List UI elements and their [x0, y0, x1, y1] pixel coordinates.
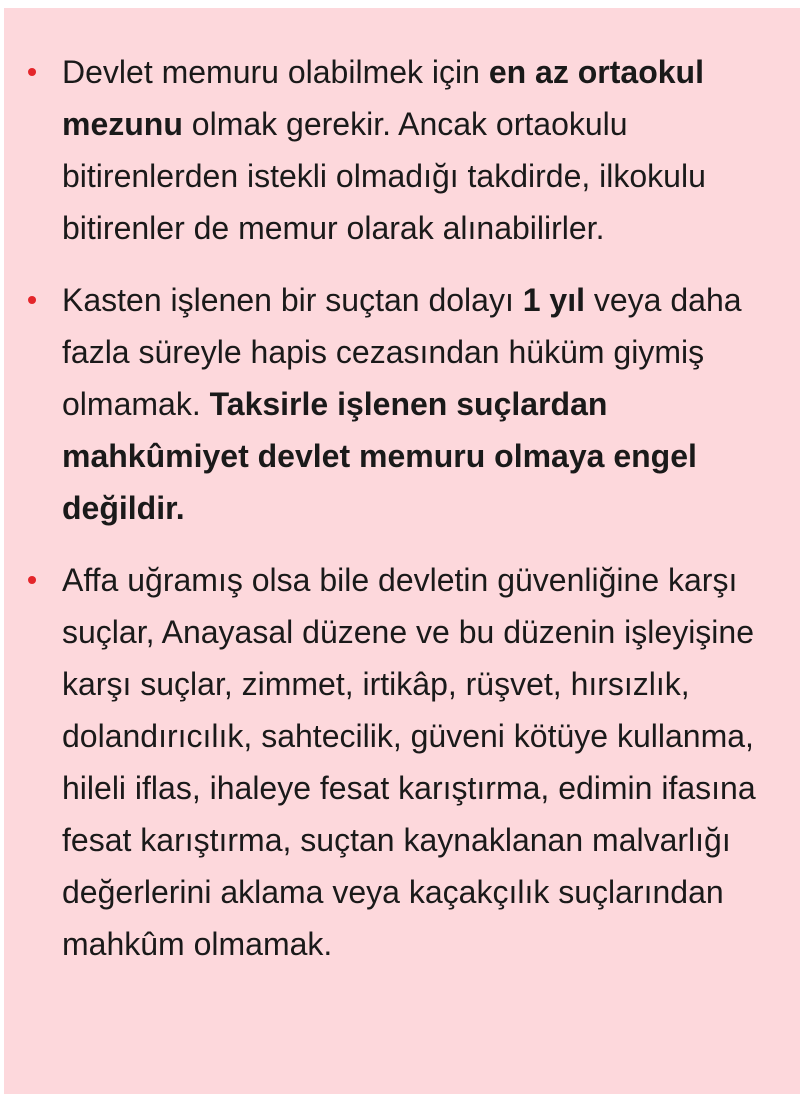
bold-text-segment: 1 yıl	[522, 282, 585, 318]
text-segment: veya daha fazla süreyle hapis cezasından hüküm giymiş olmamak.	[62, 282, 742, 422]
bold-text-segment: Taksirle işlenen suçlardan mahkûmiyet devlet memuru olmaya engel değildir.	[62, 386, 697, 526]
info-panel	[4, 8, 800, 1094]
bullet-dot-icon: •	[27, 284, 37, 315]
text-segment: Kasten işlenen bir suçtan dolayı	[62, 282, 523, 318]
list-item	[4, 274, 774, 534]
bold-text-segment: en az ortaokul mezunu	[62, 54, 704, 142]
list-item-text	[62, 282, 742, 526]
list-item	[4, 46, 774, 254]
text-segment: olmak gerekir. Ancak ortaokulu bitirenlerden istekli olmadığı takdirde, ilkokulu bitirenler de memur olarak alınabilirler.	[62, 106, 706, 246]
text-segment: Affa uğramış olsa bile devletin güvenliğine karşı suçlar, Anayasal düzene ve bu düzenin işleyişine karşı suçlar, zimmet, irtikâp, rüşvet, hırsızlık, dolandırıcılık, sahtecilik, güveni kötüye kullanma, hileli iflas, ihaleye fesat karıştırma, edimin ifasına fesat karıştırma, suçtan kaynaklanan malvarlığı değerlerini aklama veya kaçakçılık suçlarından mahkûm olmamak.	[62, 562, 756, 962]
list-item-text	[62, 54, 706, 246]
requirements-list	[4, 46, 774, 970]
list-item	[4, 554, 774, 970]
bullet-dot-icon: •	[27, 56, 37, 87]
text-segment: Devlet memuru olabilmek için	[62, 54, 489, 90]
list-item-text	[62, 562, 756, 962]
bullet-dot-icon: •	[27, 564, 37, 595]
